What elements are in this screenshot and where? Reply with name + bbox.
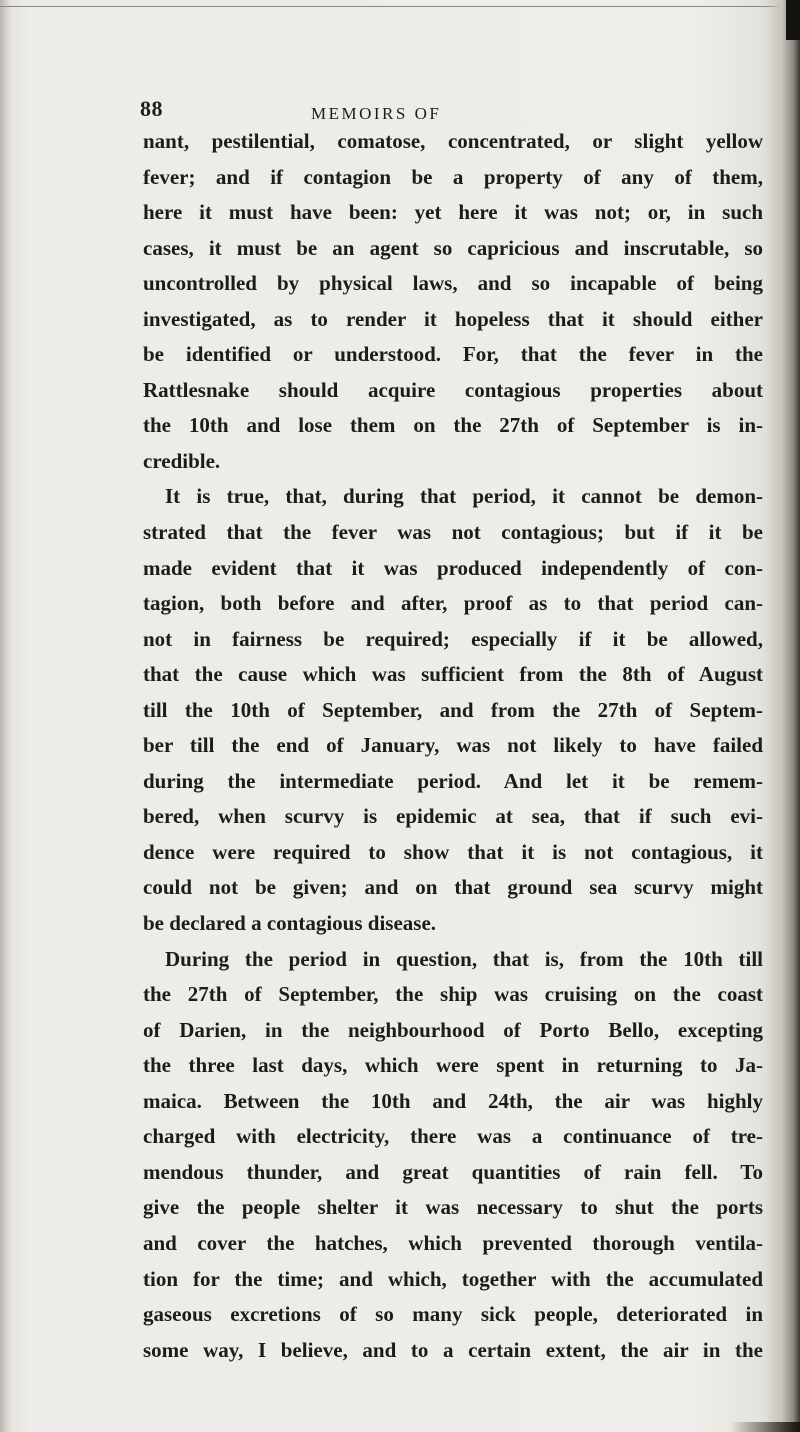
scan-corner-mark-top (786, 0, 800, 40)
text-line: mendous thunder, and great quantities of rain fell. To (143, 1159, 763, 1184)
text-line: tion for the time; and which, together with the accumulated (143, 1266, 763, 1291)
text-line: and cover the hatches, which prevented thorough ventila- (143, 1230, 763, 1255)
page-left-edge (0, 0, 12, 1432)
text-line: of Darien, in the neighbourhood of Porto Bello, excepting (143, 1017, 763, 1042)
text-line: the three last days, which were spent in returning to Ja- (143, 1053, 763, 1078)
scan-corner-mark-bottom (730, 1422, 800, 1432)
text-line: Rattlesnake should acquire contagious properties about (143, 377, 763, 402)
scan-top-edge-line (0, 6, 790, 7)
text-line: bered, when scurvy is epidemic at sea, that if such evi- (143, 804, 763, 829)
text-line: could not be given; and on that ground sea scurvy might (143, 875, 763, 900)
text-line: that the cause which was sufficient from the 8th of August (143, 662, 763, 687)
text-line: not in fairness be required; especially if it be allowed, (143, 626, 763, 651)
page-gutter-shadow (766, 0, 800, 1432)
text-line: uncontrolled by physical laws, and so incapable of being (143, 271, 763, 296)
text-line: during the intermediate period. And let it be remem- (143, 768, 763, 793)
text-line: maica. Between the 10th and 24th, the air was highly (143, 1088, 763, 1113)
text-line: made evident that it was produced independently of con- (143, 555, 763, 580)
text-line: some way, I believe, and to a certain extent, the air in the (143, 1337, 763, 1362)
text-line: nant, pestilential, comatose, concentrated, or slight yellow (143, 129, 763, 153)
text-line: dence were required to show that it is not contagious, it (143, 839, 763, 864)
running-head: MEMOIRS OF (311, 104, 442, 123)
text-line: ber till the end of January, was not likely to have failed (143, 733, 763, 758)
text-line: be identified or understood. For, that the fever in the (143, 342, 763, 367)
text-line: cases, it must be an agent so capricious and inscrutable, so (143, 235, 763, 260)
text-line: gaseous excretions of so many sick people, deteriorated in (143, 1302, 763, 1327)
page-number: 88 (140, 96, 163, 121)
paragraph-start-line: During the period in question, that is, from the 10th till (165, 946, 763, 971)
text-line: strated that the fever was not contagious; but if it be (143, 520, 763, 545)
text-line: tagion, both before and after, proof as to that period can- (143, 591, 763, 616)
text-line: here it must have been: yet here it was not; or, in such (143, 200, 763, 225)
text-line: the 27th of September, the ship was cruising on the coast (143, 982, 763, 1007)
text-line: till the 10th of September, and from the 27th of Septem- (143, 697, 763, 722)
text-line: charged with electricity, there was a continuance of tre- (143, 1124, 763, 1149)
text-line: fever; and if contagion be a property of any of them, (143, 164, 763, 189)
text-line: be declared a contagious disease. (143, 911, 437, 936)
paragraph-start-line: It is true, that, during that period, it cannot be demon- (165, 484, 763, 509)
text-line: credible. (143, 448, 221, 473)
body-text (143, 124, 763, 1368)
text-line: investigated, as to render it hopeless that it should either (143, 306, 763, 331)
text-line: give the people shelter it was necessary to shut the ports (143, 1195, 763, 1220)
text-line: the 10th and lose them on the 27th of September is in- (143, 413, 763, 438)
